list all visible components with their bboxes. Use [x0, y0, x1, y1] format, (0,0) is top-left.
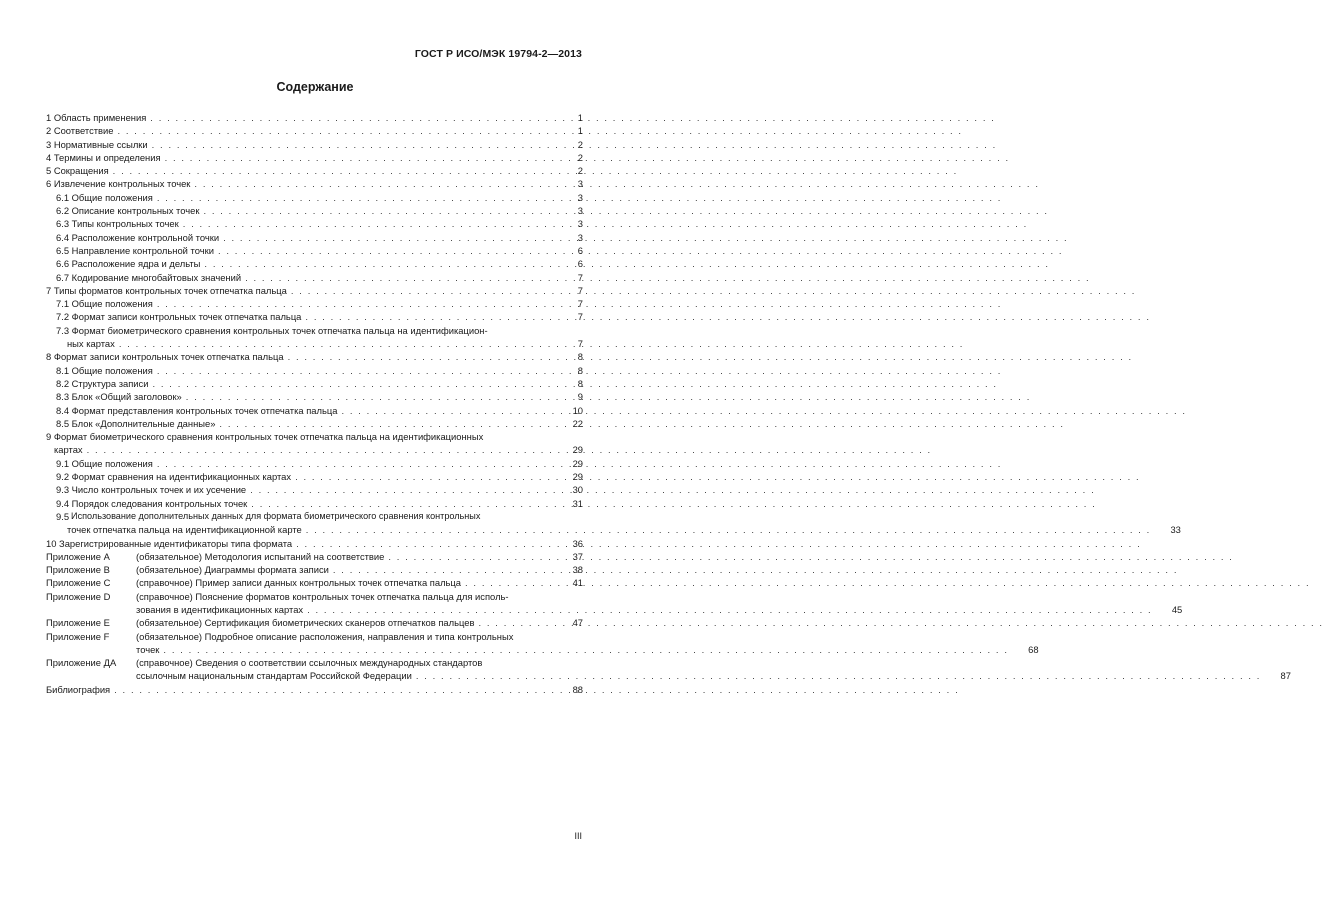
- dot-leader: [114, 683, 553, 696]
- toc-entry-label: 6.6 Расположение ядра и дельты: [56, 258, 201, 270]
- toc-entry-8-4[interactable]: [46, 404, 583, 417]
- dot-leader: [305, 310, 553, 323]
- toc-appendix-label: Приложение B: [46, 564, 110, 576]
- toc-entry-label: 4 Термины и определения: [46, 151, 161, 163]
- toc-entry-label: 6.3 Типы контрольных точек: [56, 218, 179, 230]
- toc-page-number: 7: [577, 311, 583, 323]
- toc-entry-label-line1: (обязательное) Подробное описание расположения, направления и типа контрольных: [136, 630, 514, 642]
- toc-page-number: 9: [577, 391, 583, 403]
- toc-page-number: 10: [572, 404, 583, 416]
- dot-leader: [152, 377, 553, 390]
- toc-appendix-d[interactable]: [46, 590, 1183, 617]
- toc-page-number: 36: [572, 537, 583, 549]
- toc-entry-label-line2: картах: [54, 444, 83, 456]
- toc-entry-label-line2: точек: [136, 643, 160, 655]
- page-title: Содержание: [276, 80, 354, 94]
- toc-entry-label: 8.5 Блок «Дополнительные данные»: [56, 417, 216, 429]
- toc-entry-6-2[interactable]: [46, 204, 583, 217]
- dot-leader: [157, 297, 553, 310]
- toc-page-number: 8: [577, 351, 583, 363]
- toc-entry-label-line1: Использование дополнительных данных для формата биометрического сравнения контрольных: [71, 510, 481, 521]
- toc-page-number: 3: [577, 178, 583, 190]
- dot-leader: [165, 151, 553, 164]
- toc-page-number: 2: [577, 165, 583, 177]
- toc-entry-label: 8.2 Структура записи: [56, 377, 149, 389]
- toc-entry-label: 8.3 Блок «Общий заголовок»: [56, 391, 182, 403]
- toc-entry-9-3[interactable]: [46, 483, 583, 496]
- toc-entry-4[interactable]: [46, 151, 583, 164]
- toc-page-number: 6: [577, 244, 583, 256]
- dot-leader: [157, 191, 553, 204]
- toc-entry-label-line1: 9 Формат биометрического сравнения контрольных точек отпечатка пальца на идентификационных: [46, 431, 484, 443]
- toc-page-number: 8: [577, 377, 583, 389]
- toc-entry-9-1[interactable]: [46, 457, 583, 470]
- toc-page-number: 2: [577, 138, 583, 150]
- dot-leader: [150, 111, 553, 124]
- toc-appendix-label: Приложение A: [46, 550, 110, 562]
- toc-entry-10[interactable]: [46, 537, 583, 550]
- dot-leader: [296, 537, 553, 550]
- toc-entry-label: 7 Типы форматов контрольных точек отпечатка пальца: [46, 284, 287, 296]
- dot-leader: [306, 523, 1151, 536]
- toc-page-number: 47: [572, 617, 583, 629]
- toc-appendix-da[interactable]: [46, 656, 1291, 683]
- toc-entry-label: (обязательное) Методология испытаний на соответствие: [136, 550, 385, 562]
- toc-entry-label: 5 Сокращения: [46, 165, 109, 177]
- toc-page-number: 2: [577, 151, 583, 163]
- toc-appendix-c[interactable]: [46, 576, 583, 589]
- toc-entry-label: (справочное) Пример записи данных контрольных точек отпечатка пальца: [136, 577, 462, 589]
- dot-leader: [157, 364, 553, 377]
- toc-entry-7-1[interactable]: [46, 297, 583, 310]
- toc-page-number: 29: [572, 471, 583, 483]
- dot-leader: [183, 217, 553, 230]
- toc-entry-9-5[interactable]: [46, 510, 1181, 537]
- table-of-contents: [46, 111, 1291, 696]
- toc-entry-label: 3 Нормативные ссылки: [46, 138, 148, 150]
- dot-leader: [288, 350, 553, 363]
- dot-leader: [333, 563, 553, 576]
- toc-entry-9[interactable]: [46, 430, 583, 457]
- toc-entry-6-7[interactable]: [46, 271, 583, 284]
- toc-entry-7[interactable]: [46, 284, 583, 297]
- dot-leader: [203, 204, 553, 217]
- dot-leader: [251, 497, 553, 510]
- toc-entry-9-4[interactable]: [46, 497, 583, 510]
- toc-page-number: 68: [1028, 643, 1039, 655]
- toc-page-number: 7: [577, 338, 583, 350]
- toc-entry-5[interactable]: [46, 164, 583, 177]
- toc-page-number: 6: [577, 258, 583, 270]
- toc-entry-label: 1 Область применения: [46, 112, 147, 123]
- toc-entry-label-line1: (справочное) Пояснение форматов контрольных точек отпечатка пальца для исполь-: [136, 590, 509, 602]
- toc-entry-8-3[interactable]: [46, 390, 583, 403]
- toc-entry-label: 8.4 Формат представления контрольных точек отпечатка пальца: [56, 404, 338, 416]
- toc-entry-8-1[interactable]: [46, 364, 583, 377]
- toc-entry-label: 9.1 Общие положения: [56, 457, 153, 469]
- toc-appendix-label: Приложение D: [46, 590, 111, 602]
- toc-entry-6-1[interactable]: [46, 191, 583, 204]
- toc-entry-label: 7.1 Общие положения: [56, 298, 153, 310]
- toc-page-number: 37: [572, 550, 583, 562]
- toc-entry-7-2[interactable]: [46, 310, 583, 323]
- dot-leader: [157, 457, 553, 470]
- toc-appendix-b[interactable]: [46, 563, 583, 576]
- dot-leader: [117, 124, 553, 137]
- dot-leader: [223, 231, 553, 244]
- toc-entry-label-line1: (справочное) Сведения о соответствии ссылочных международных стандартов: [136, 657, 483, 669]
- document-id-header: ГОСТ Р ИСО/МЭК 19794-2—2013: [414, 48, 582, 60]
- dot-leader: [416, 669, 1261, 682]
- dot-leader: [152, 138, 553, 151]
- dot-leader: [113, 164, 553, 177]
- toc-entry-8-2[interactable]: [46, 377, 583, 390]
- toc-entry-label: 9.3 Число контрольных точек и их усечение: [56, 484, 247, 496]
- toc-page-number: 41: [572, 577, 583, 589]
- toc-page-number: 88: [572, 683, 583, 695]
- toc-page-number: 1: [577, 112, 583, 123]
- dot-leader: [465, 576, 553, 589]
- dot-leader: [245, 271, 553, 284]
- toc-appendix-label: Приложение C: [46, 577, 111, 589]
- toc-entry-label: Библиография: [46, 683, 111, 695]
- toc-entry-9-2[interactable]: [46, 470, 583, 483]
- dot-leader: [186, 390, 553, 403]
- toc-page-number: 29: [572, 444, 583, 456]
- toc-entry-label: 6.5 Направление контрольной точки: [56, 244, 214, 256]
- toc-entry-6-3[interactable]: [46, 217, 583, 230]
- toc-entry-6-5[interactable]: [46, 244, 583, 257]
- toc-entry-8-5[interactable]: [46, 417, 583, 430]
- toc-entry-1[interactable]: [46, 111, 583, 124]
- toc-entry-label: (обязательное) Сертификация биометрических сканеров отпечатков пальцев: [136, 617, 475, 629]
- dot-leader: [204, 257, 553, 270]
- toc-appendix-a[interactable]: [46, 550, 583, 563]
- dot-leader: [250, 483, 553, 496]
- toc-entry-6[interactable]: [46, 177, 583, 190]
- dot-leader: [307, 603, 1152, 616]
- toc-page-number: 7: [577, 298, 583, 310]
- toc-entry-label: 2 Соответствие: [46, 125, 114, 137]
- toc-entry-label: 6.1 Общие положения: [56, 191, 153, 203]
- dot-leader: [194, 177, 553, 190]
- dot-leader: [388, 550, 553, 563]
- toc-entry-7-3[interactable]: [46, 324, 583, 351]
- dot-leader: [218, 244, 553, 257]
- toc-entry-label-line1: 7.3 Формат биометрического сравнения контрольных точек отпечатка пальца на идентификацион-: [56, 324, 488, 336]
- dot-leader: [341, 404, 553, 417]
- toc-appendix-label: Приложение E: [46, 617, 110, 629]
- toc-page-number: 45: [1171, 603, 1183, 615]
- toc-entry-3[interactable]: [46, 138, 583, 151]
- toc-entry-label-line2: зования в идентификационных картах: [136, 603, 304, 615]
- toc-entry-label: 6.7 Кодирование многобайтовых значений: [56, 271, 242, 283]
- toc-page-number: 30: [572, 484, 583, 496]
- dot-leader: [163, 643, 1008, 656]
- toc-page-number: 87: [1280, 670, 1291, 682]
- page-number-footer: III: [574, 831, 582, 841]
- toc-page-number: 22: [572, 417, 583, 429]
- toc-page-number: 3: [577, 191, 583, 203]
- toc-entry-label-line2: ссылочным национальным стандартам Российской Федерации: [136, 670, 412, 682]
- toc-entry-label: 7.2 Формат записи контрольных точек отпечатка пальца: [56, 311, 302, 323]
- toc-page-number: 3: [577, 205, 583, 217]
- toc-entry-label: 6.4 Расположение контрольной точки: [56, 231, 220, 243]
- toc-page-number: 3: [577, 218, 583, 230]
- toc-entry-label: (обязательное) Диаграммы формата записи: [136, 564, 329, 576]
- toc-page-number: 1: [577, 125, 583, 137]
- toc-page-number: 7: [577, 284, 583, 296]
- toc-entry-label: 10 Зарегистрированные идентификаторы типа формата: [46, 537, 293, 549]
- toc-entry-label: 9.2 Формат сравнения на идентификационных картах: [56, 471, 292, 483]
- toc-appendix-e[interactable]: [46, 616, 583, 629]
- toc-entry-2[interactable]: [46, 124, 583, 137]
- toc-entry-label-line2: ных картах: [67, 338, 115, 350]
- toc-page-number: 31: [572, 497, 583, 509]
- toc-entry-8[interactable]: [46, 350, 583, 363]
- toc-page-number: 38: [572, 564, 583, 576]
- toc-entry-label: 8.1 Общие положения: [56, 364, 153, 376]
- toc-entry-number: 9.5: [56, 510, 70, 522]
- toc-appendix-label: Приложение F: [46, 630, 110, 642]
- toc-entry-label: 9.4 Порядок следования контрольных точек: [56, 497, 248, 509]
- dot-leader: [478, 616, 553, 629]
- dot-leader: [295, 470, 553, 483]
- toc-page-number: 8: [577, 364, 583, 376]
- toc-bibliography[interactable]: [46, 683, 583, 696]
- dot-leader: [219, 417, 553, 430]
- toc-entry-label-line2: точек отпечатка пальца на идентификационной карте: [67, 524, 302, 536]
- toc-page-number: 7: [577, 271, 583, 283]
- dot-leader: [119, 337, 553, 350]
- toc-entry-label: 8 Формат записи контрольных точек отпечатка пальца: [46, 351, 284, 363]
- toc-page-number: 33: [1170, 524, 1181, 536]
- toc-appendix-f[interactable]: [46, 630, 1039, 657]
- dot-leader: [87, 443, 553, 456]
- toc-entry-label: 6.2 Описание контрольных точек: [56, 205, 200, 217]
- toc-page-number: 3: [577, 231, 583, 243]
- dot-leader: [291, 284, 553, 297]
- toc-page-number: 29: [572, 457, 583, 469]
- toc-appendix-label: Приложение ДА: [46, 657, 117, 669]
- toc-entry-6-6[interactable]: [46, 257, 583, 270]
- toc-entry-6-4[interactable]: [46, 231, 583, 244]
- toc-entry-label: 6 Извлечение контрольных точек: [46, 178, 191, 190]
